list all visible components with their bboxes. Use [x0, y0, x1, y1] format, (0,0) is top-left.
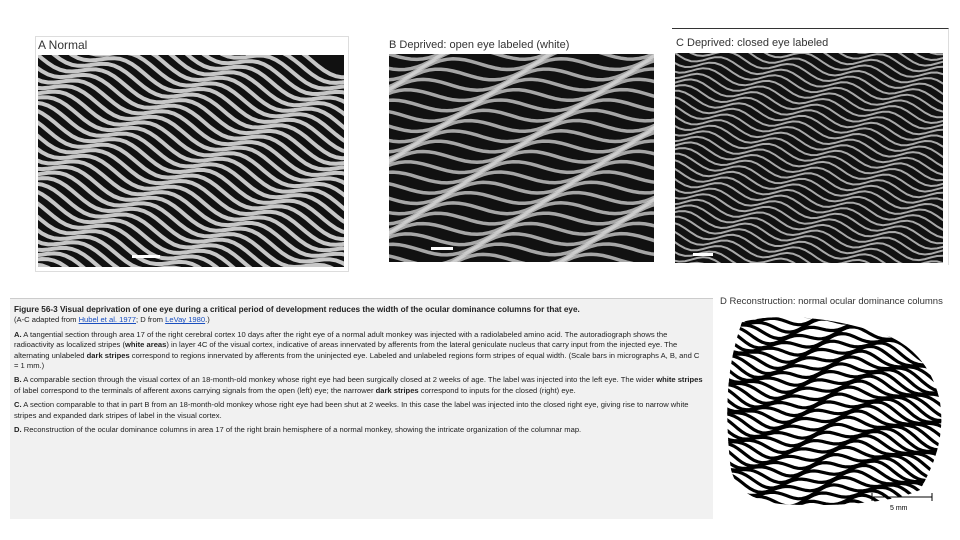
- caption-b-text3: correspond to inputs for the closed (right) eye.: [418, 385, 576, 395]
- caption-a-text2: ) in layer 4C of the visual cortex, indicative of areas innervated by afferents from the lateral geniculate nucleus that carry input from the injected eye. The alternating unlabeled: [14, 340, 678, 360]
- panel-a: [35, 36, 349, 272]
- caption-paragraph-b: [14, 375, 705, 396]
- caption-b-bold1: white stripes: [656, 375, 703, 385]
- texture-stripe: [389, 254, 654, 262]
- caption-paragraph-d: [14, 425, 705, 435]
- caption-paragraph-c: [14, 400, 705, 421]
- caption-a-bold2: dark stripes: [86, 350, 130, 360]
- caption-b-text2: of label correspond to the terminals of afferent axons carrying signals from the open (left) eye; the narrower: [14, 385, 376, 395]
- hubel-link[interactable]: Hubel et al. 1977: [78, 315, 136, 325]
- caption-d-text: Reconstruction of the ocular dominance columns in area 17 of the right brain hemisphere of a normal monkey, showing the intricate organization of the columnar map.: [21, 425, 582, 435]
- texture-stripe: [389, 151, 654, 203]
- caption-d-key: D.: [14, 425, 22, 435]
- caption-c-text: A section comparable to that in part B from an 18-month-old monkey whose right eye had been shut at 2 weeks. In this case the label was injected into the closed right eye, giving rise to narrow white stripes and expanded dark stripes of label in the visual cortex.: [14, 400, 689, 420]
- caption-paragraph-a: [14, 330, 705, 372]
- ocular-dominance-stripes: [720, 312, 948, 517]
- scale-bar-c: [693, 253, 713, 256]
- micrograph-b: [389, 54, 654, 262]
- figure-caption: [10, 298, 713, 519]
- panel-a-label: A Normal: [38, 38, 88, 52]
- caption-a-bold1: white areas: [125, 340, 167, 350]
- panel-c: [672, 28, 949, 265]
- caption-b-key: B.: [14, 375, 22, 385]
- caption-credit-mid: ; D from: [136, 315, 166, 325]
- caption-credit-suffix: .): [205, 315, 210, 325]
- caption-a-key: A.: [14, 329, 22, 339]
- caption-a-text3: correspond to regions innervated by afferents from the uninjected eye. Labeled and unlabeled regions form stripes of equal width. (Scale bars in micrographs A, B, and C = 1 mm.): [14, 350, 700, 371]
- scale-bar-d-label: 5 mm: [890, 505, 908, 512]
- ocular-dominance-stripe: [720, 509, 948, 518]
- micrograph-a-image: [38, 55, 344, 267]
- panel-b-label: B Deprived: open eye labeled (white): [389, 39, 570, 51]
- panel-d-label: D Reconstruction: normal ocular dominance columns: [720, 296, 943, 307]
- texture-stripe: [675, 53, 943, 101]
- caption-c-key: C.: [14, 400, 22, 410]
- ocular-dominance-stripe: [720, 488, 948, 517]
- caption-b-bold2: dark stripes: [375, 385, 419, 395]
- levay-link[interactable]: LeVay 1980: [165, 315, 206, 325]
- ocular-dominance-stripe: [720, 498, 948, 517]
- reconstruction-map: [720, 312, 948, 517]
- micrograph-a: [38, 55, 344, 267]
- scale-bar-b: [431, 247, 453, 250]
- panel-c-label: C Deprived: closed eye labeled: [676, 37, 829, 49]
- micrograph-c: [675, 53, 943, 263]
- caption-b-text1: A comparable section through the visual cortex of an 18-month-old monkey whose right eye had been surgically closed at 2 weeks of age. The label was injected into the left eye. The wider: [21, 375, 657, 385]
- panel-b: [385, 36, 655, 266]
- texture-stripe: [389, 223, 654, 262]
- scale-bar-a: [132, 255, 160, 258]
- ocular-dominance-stripe: [720, 312, 948, 314]
- caption-a-text1: A tangential section through area 17 of the right cerebral cortex 10 days after the right eye of a normal adult monkey was injected with a radiolabeled amino acid. The autoradiograph shows the radioactivity as localized stripes (: [14, 329, 668, 350]
- micrograph-c-image: [675, 53, 943, 263]
- caption-title-block: [14, 305, 705, 326]
- caption-title: Figure 56-3 Visual deprivation of one eye during a critical period of development reduces the width of the ocular dominance columns for that eye.: [14, 305, 580, 314]
- micrograph-b-image: [389, 54, 654, 262]
- texture-stripe: [389, 79, 654, 131]
- caption-credit-prefix: (A-C adapted from: [14, 315, 79, 325]
